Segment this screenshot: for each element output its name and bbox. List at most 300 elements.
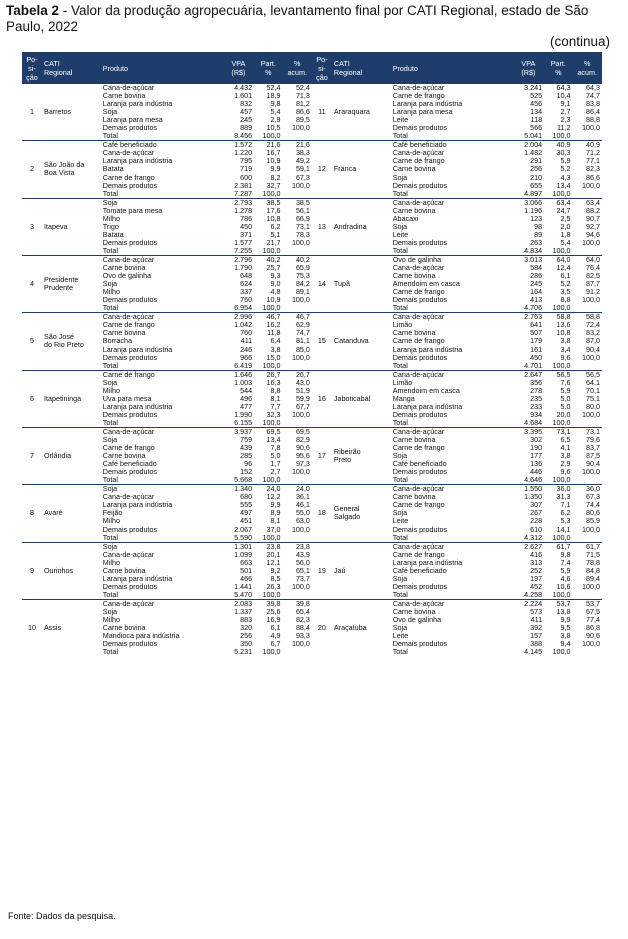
vpa-cell: 4.706 [524,304,543,313]
product-cell: Soja [392,509,408,518]
vpa-cell: 641 [530,321,543,330]
product-cell: Total [392,246,408,255]
vpa-cell: 452 [530,582,543,591]
part-cell: 100,0 [262,590,281,599]
acum-cell: 89,1 [295,288,310,297]
acum-cell: 83,2 [586,329,600,338]
part-cell: 4,3 [560,173,571,182]
product-cell: Carne de frango [101,370,223,379]
acum-cell: 66,9 [295,214,310,223]
vpa-cell: 6.155 [234,418,253,427]
product-cell: Demais produtos [102,296,158,305]
table-title-text: - Valor da produção agropecuária, levantamento final por CATI Regional, estado de São Paulo, 2022 [6,3,589,34]
vpa-cell: 1.003 [234,378,253,387]
product-cell: Cana-de-açúcar [391,599,513,608]
product-cell: Demais produtos [392,525,448,534]
table-row [22,141,602,150]
position-cell: 16 [312,370,332,427]
vpa-cell: 179 [530,337,543,346]
acum-cell: 53,7 [572,599,602,608]
header-produto [391,52,513,84]
part-cell: 16,7 [266,149,281,158]
table-row [22,427,602,436]
product-cell: Total [392,304,408,313]
vpa-cell: 600 [240,173,253,182]
position-cell: 17 [312,427,332,484]
vpa-cell: 795 [240,157,253,166]
cati-regional-cell: Assis [42,599,101,656]
vpa-cell: 6.419 [234,361,253,370]
product-cell: Soja [392,624,408,633]
part-cell: 24,0 [254,485,282,494]
product-cell: Milho [102,288,120,297]
product-cell: Cana-de-açúcar [101,427,223,436]
acum-cell: 85,9 [586,517,600,526]
part-cell: 30,3 [556,149,571,158]
part-cell: 100,0 [262,132,281,141]
part-cell: 4,1 [560,444,571,453]
part-cell: 100,0 [262,246,281,255]
vpa-cell: 451 [240,517,253,526]
product-cell: Laranja para indústria [102,574,173,583]
product-cell: Carne de frango [392,337,445,346]
product-cell: Leite [392,632,409,641]
part-cell: 10,4 [556,92,571,101]
vpa-cell: 1.278 [234,206,253,215]
acum-cell [572,132,602,141]
vpa-cell: 267 [530,509,543,518]
part-cell: 5,9 [560,386,571,395]
product-cell: Carne bovina [392,165,436,174]
vpa-cell: 2.067 [234,525,253,534]
acum-cell: 87,0 [586,337,600,346]
acum-cell [283,534,312,543]
cati-regional-cell: Jaboticabal [332,370,391,427]
part-cell: 12,2 [266,493,281,502]
product-cell: Demais produtos [102,410,158,419]
part-cell: 3,8 [560,632,571,641]
vpa-cell: 456 [530,100,543,109]
part-cell: 53,7 [544,599,572,608]
vpa-cell: 263 [530,238,543,247]
vpa-cell: 313 [530,558,543,567]
product-cell: Carne de frango [392,444,445,453]
part-cell: 9,3 [270,272,281,281]
acum-cell [572,534,602,543]
vpa-cell: 2.996 [223,313,255,322]
vpa-cell: 450 [530,353,543,362]
vpa-cell: 624 [240,280,253,289]
cati-regional-cell: Ourinhos [42,542,101,599]
product-cell: Total [392,533,408,542]
acum-cell: 78,3 [295,230,310,239]
position-cell: 15 [312,313,332,370]
acum-cell [572,247,602,256]
part-cell: 26,3 [266,582,281,591]
vpa-cell: 5.668 [234,476,253,485]
acum-cell: 63,0 [295,517,310,526]
vpa-cell: 2.763 [513,313,545,322]
vpa-cell: 5.041 [524,132,543,141]
part-cell: 13,4 [266,436,281,445]
part-cell: 9,0 [270,280,281,289]
part-cell: 31,3 [556,493,571,502]
header-part [254,52,282,84]
part-cell: 9,4 [560,640,571,649]
acum-cell: 74,7 [586,92,600,101]
acum-cell: 73,1 [295,222,310,231]
product-cell: Carne de frango [102,173,155,182]
part-cell: 100,0 [552,533,571,542]
vpa-cell: 466 [240,574,253,583]
vpa-cell: 350 [240,640,253,649]
header-cati [42,52,101,84]
acum-cell: 69,5 [283,427,312,436]
part-cell: 2,9 [270,116,281,125]
acum-cell: 55,0 [295,509,310,518]
vpa-cell: 450 [240,222,253,231]
vpa-cell: 157 [530,632,543,641]
product-cell: Borracha [102,337,132,346]
acum-cell: 59,1 [295,165,310,174]
vpa-cell: 680 [240,493,253,502]
part-cell: 13,4 [556,181,571,190]
acum-cell: 90,6 [586,632,600,641]
vpa-cell: 320 [240,624,253,633]
product-cell: Total [102,418,118,427]
vpa-cell: 3.241 [524,84,543,92]
product-cell: Demais produtos [392,353,448,362]
acum-cell: 36,0 [572,485,602,494]
product-cell: Abacaxi [392,214,419,223]
part-cell: 1,8 [560,230,571,239]
position-cell: 1 [29,107,34,117]
acum-cell: 80,0 [586,402,600,411]
part-cell: 10,6 [556,582,571,591]
part-cell: 21,7 [266,238,281,247]
part-cell: 3,8 [560,452,571,461]
part-cell: 10,8 [266,214,281,223]
part-cell: 5,4 [560,238,571,247]
header-text: Po- si- ção [26,54,38,82]
part-cell: 15,0 [266,353,281,362]
part-cell: 2,3 [560,116,571,125]
product-cell: Demais produtos [392,410,448,419]
vpa-cell: 760 [240,296,253,305]
acum-cell: 100,0 [291,468,310,477]
product-cell: Laranja para indústria [102,100,173,109]
vpa-cell: 233 [530,402,543,411]
acum-cell: 100,0 [582,525,600,534]
acum-cell: 92,7 [586,222,600,231]
vpa-cell: 1.337 [234,608,253,616]
acum-cell: 56,0 [295,558,310,567]
vpa-cell: 337 [240,288,253,297]
part-cell: 7,4 [560,558,571,567]
cati-regional-cell: Andradina [332,198,391,255]
product-cell: Leite [392,116,409,125]
part-cell: 100,0 [552,590,571,599]
part-cell: 64,3 [556,84,571,92]
product-cell: Demais produtos [102,468,158,477]
table-row [22,599,602,608]
product-cell: Laranja para indústria [392,402,463,411]
vpa-cell: 4.258 [524,590,543,599]
vpa-cell: 655 [530,181,543,190]
position-cell: 3 [22,198,42,255]
part-cell: 6,1 [270,624,281,633]
position-cell: 11 [318,107,326,117]
part-cell: 16,3 [266,378,281,387]
acum-cell: 90,4 [586,345,600,354]
acum-cell: 74,4 [586,501,600,510]
part-cell: 9,8 [270,100,281,109]
acum-cell: 89,4 [586,574,600,583]
vpa-cell: 307 [530,501,543,510]
part-cell: 8,1 [270,394,281,403]
table-header-row [22,52,602,84]
product-cell: Ovo de galinha [102,272,152,281]
acum-cell: 100,0 [582,181,600,190]
vpa-cell: 164 [530,288,543,297]
acum-cell: 88,8 [586,116,600,125]
vpa-cell: 413 [530,296,543,305]
vpa-cell: 388 [530,640,543,649]
product-cell: Limão [392,321,413,330]
product-cell: Cana-de-açúcar [101,313,223,322]
part-cell: 8,8 [270,386,281,395]
vpa-cell: 89 [534,230,543,239]
part-cell: 46,7 [254,313,282,322]
acum-cell: 38,3 [295,149,310,158]
part-cell: 3,8 [270,345,281,354]
product-cell: Carne bovina [392,436,436,445]
part-cell: 4,8 [270,288,281,297]
product-cell: Total [102,132,118,141]
part-cell: 40,2 [254,255,282,264]
acum-cell: 90,4 [586,460,600,469]
vpa-cell: 5.470 [234,590,253,599]
product-cell: Cana-de-açúcar [392,149,445,158]
part-cell: 1,7 [270,460,281,469]
acum-cell: 93,3 [295,632,310,641]
vpa-cell: 411 [530,616,543,625]
product-cell: Soja [101,542,223,551]
product-cell: Manga [392,394,415,403]
part-cell: 100,0 [262,189,281,198]
acum-cell [283,362,312,371]
acum-cell: 64,0 [572,255,602,264]
product-cell: Demais produtos [102,525,158,534]
acum-cell: 67,3 [295,173,310,182]
product-cell: Total [392,648,408,657]
table-row [22,84,602,92]
product-cell: Carne bovina [392,206,436,215]
part-cell: 100,0 [262,648,281,657]
part-cell: 3,8 [560,337,571,346]
acum-cell: 81,2 [295,100,310,109]
cati-regional-cell: São João da Boa Vista [42,141,101,198]
part-cell: 3,4 [560,345,571,354]
part-cell: 7,1 [560,501,571,510]
vpa-cell: 2.793 [223,198,255,207]
product-cell: Laranja para indústria [392,100,463,109]
vpa-cell: 246 [240,345,253,354]
vpa-cell: 457 [240,108,253,117]
acum-cell: 74,7 [295,329,310,338]
product-cell: Laranja para indústria [102,501,173,510]
product-cell: Total [392,132,408,141]
cati-regional-cell: Ribeirão Preto [332,427,391,484]
product-cell: Amendoim em casca [392,386,460,395]
header-cati [332,52,391,84]
part-cell: 10,9 [266,157,281,166]
vpa-cell: 610 [530,525,543,534]
product-cell: Uva para mesa [102,394,152,403]
product-cell: Cana-de-açúcar [391,427,513,436]
vpa-cell: 8.456 [234,132,253,141]
vpa-cell: 555 [240,501,253,510]
acum-cell: 82,3 [586,165,600,174]
vpa-cell: 3.066 [513,198,545,207]
part-cell: 13,6 [556,321,571,330]
header-text: % acum. [577,59,598,77]
acum-cell: 100,0 [291,582,310,591]
vpa-cell: 786 [240,214,253,223]
vpa-cell: 1.042 [234,321,253,330]
vpa-cell: 3.013 [513,255,545,264]
part-cell: 56,5 [544,370,572,379]
part-cell: 17,6 [266,206,281,215]
cati-regional-cell: Franca [332,141,391,198]
vpa-cell: 501 [240,566,253,575]
vpa-cell: 1.990 [234,410,253,419]
vpa-cell: 497 [240,509,253,518]
product-cell: Demais produtos [392,181,448,190]
vpa-cell: 190 [530,444,543,453]
acum-cell [283,247,312,256]
vpa-cell: 177 [530,452,543,461]
part-cell: 6,7 [270,640,281,649]
product-cell: Total [102,246,118,255]
product-cell: Carne de frango [392,501,445,510]
vpa-cell: 4.312 [524,533,543,542]
product-cell: Laranja para mesa [392,108,453,117]
product-cell: Cana-de-açúcar [101,255,223,264]
acum-cell: 61,7 [572,542,602,551]
header-text: CATI Regional [43,59,73,77]
product-cell: Café beneficiado [102,460,157,469]
acum-cell: 83,7 [586,444,600,453]
product-cell: Demais produtos [102,640,158,649]
product-cell: Soja [102,280,118,289]
acum-cell [572,362,602,371]
header-acum [572,52,602,84]
vpa-cell: 6.954 [234,304,253,313]
header-text: Part. % [260,59,276,77]
product-cell: Total [102,590,118,599]
vpa-cell: 411 [240,337,253,346]
part-cell: 7,6 [560,378,571,387]
part-cell: 2,9 [560,460,571,469]
table-body [22,84,602,656]
vpa-cell: 507 [530,329,543,338]
part-cell: 25,7 [266,264,281,273]
acum-cell: 73,7 [295,574,310,583]
vpa-cell: 123 [530,214,543,223]
vpa-cell: 1.220 [234,149,253,158]
acum-cell: 80,6 [586,509,600,518]
vpa-cell: 96 [244,460,253,469]
cati-regional-cell: Itapeva [42,198,101,255]
header-part [544,52,572,84]
acum-cell: 88,2 [586,206,600,215]
vpa-cell: 477 [240,402,253,411]
acum-cell: 81,1 [295,337,310,346]
vpa-cell: 1.790 [234,264,253,273]
vpa-cell: 245 [240,116,253,125]
part-cell: 13,8 [556,608,571,616]
vpa-cell: 252 [530,566,543,575]
product-cell: Soja [102,436,118,445]
part-cell: 16,2 [266,321,281,330]
product-cell: Total [102,476,118,485]
acum-cell: 70,1 [586,386,600,395]
vpa-cell: 1.196 [524,206,543,215]
product-cell: Demais produtos [392,124,448,133]
source-note: Fonte: Dados da pesquisa. [8,911,116,921]
part-cell: 39,8 [254,599,282,608]
position-cell: 20 [312,599,332,656]
product-cell: Carne bovina [102,329,146,338]
vpa-cell: 228 [530,517,543,526]
acum-cell: 91,2 [586,288,600,297]
vpa-cell: 3.937 [223,427,255,436]
product-cell: Leite [392,230,409,239]
cati-regional-cell: São José do Rio Preto [42,313,101,370]
part-cell: 23,8 [254,542,282,551]
vpa-cell: 566 [530,124,543,133]
part-cell: 6,4 [270,337,281,346]
part-cell: 8,1 [270,517,281,526]
position-cell: 8 [22,485,42,542]
vpa-cell: 719 [240,165,253,174]
product-cell: Soja [102,608,118,616]
part-cell: 37,0 [266,525,281,534]
product-cell: Ovo de galinha [391,255,513,264]
part-cell: 5,9 [560,566,571,575]
product-cell: Cana-de-açúcar [391,485,513,494]
product-cell: Carne bovina [392,608,436,616]
product-cell: Laranja para indústria [102,157,173,166]
part-cell: 9,1 [560,100,571,109]
vpa-cell: 544 [240,386,253,395]
acum-cell [283,648,312,656]
acum-cell: 87,5 [586,452,600,461]
acum-cell: 40,2 [283,255,312,264]
part-cell: 100,0 [552,132,571,141]
vpa-cell: 1.572 [223,141,255,150]
position-cell: 9 [22,542,42,599]
position-cell: 10 [22,599,42,656]
part-cell: 100,0 [552,361,571,370]
product-cell: Batata [102,230,124,239]
acum-cell: 84,8 [586,566,600,575]
position-cell: 13 [312,198,332,255]
vpa-cell: 291 [530,157,543,166]
cati-regional-cell: Araraquara [333,107,370,117]
part-cell: 100,0 [552,189,571,198]
